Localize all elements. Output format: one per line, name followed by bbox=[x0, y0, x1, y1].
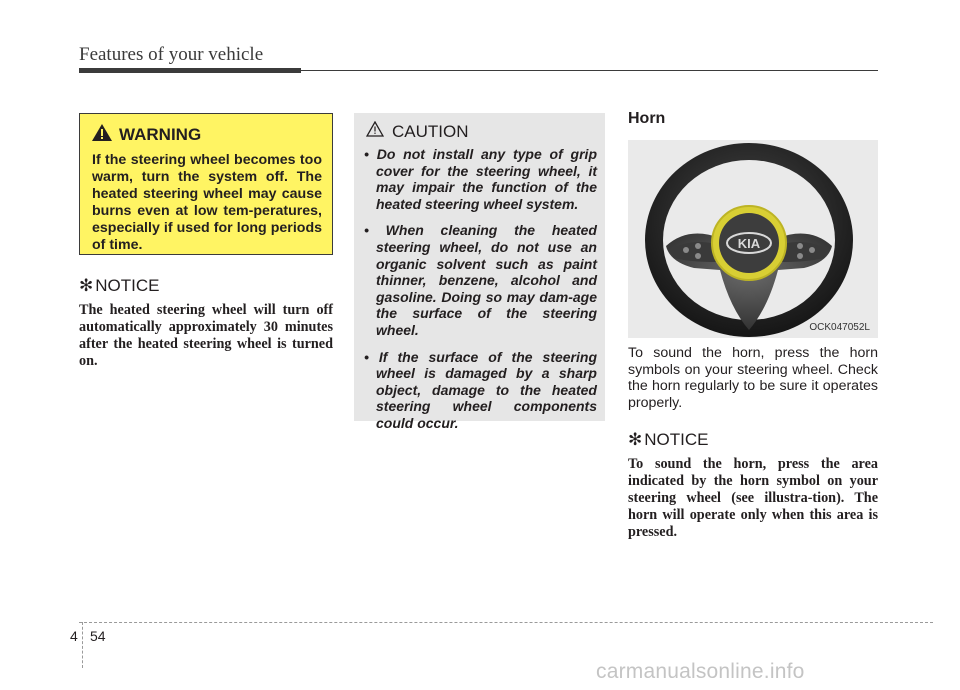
page-header-title: Features of your vehicle bbox=[79, 44, 264, 65]
horn-heading: Horn bbox=[628, 110, 666, 127]
caution-list bbox=[364, 146, 597, 432]
footer-line bbox=[79, 622, 933, 623]
notice-left bbox=[79, 276, 333, 370]
warning-box bbox=[79, 113, 333, 255]
kia-logo: KIA bbox=[737, 236, 761, 251]
notice-right bbox=[628, 430, 878, 541]
figure-code: OCK047052L bbox=[809, 322, 870, 333]
steering-wheel-figure bbox=[628, 140, 878, 338]
warning-text: If the steering wheel becomes too warm, turn the system off. The heated steering wheel may cause burns even at low tem-peratures, especially if used for long periods of time. bbox=[92, 152, 322, 253]
horn-text: To sound the horn, press the horn symbols on your steering wheel. Check the horn regularly to be sure it operates properly. bbox=[628, 345, 878, 411]
notice-right-title: NOTICE bbox=[644, 430, 709, 449]
caution-item: • When cleaning the heated steering wheel, do not use an organic solvent such as paint thinner, benzene, alcohol and gasoline. Doing so may dam-age the surface of the steering wheel. bbox=[364, 222, 597, 338]
page-number: 54 bbox=[90, 628, 106, 644]
header-bar bbox=[79, 68, 301, 73]
footer-divider bbox=[82, 622, 83, 668]
header-line bbox=[301, 70, 878, 71]
notice-right-text: To sound the horn, press the area indicated by the horn symbol on your steering wheel (see illustra-tion). The horn will operate only when this area is pressed. bbox=[628, 456, 878, 540]
notice-left-text: The heated steering wheel will turn off automatically approximately 30 minutes after the heated steering wheel is turned on. bbox=[79, 302, 333, 369]
notice-left-title: NOTICE bbox=[95, 276, 160, 295]
notice-star-icon: ✻ bbox=[79, 276, 94, 295]
caution-item: • If the surface of the steering wheel is damaged by a sharp object, damage to the heated steering wheel components could occur. bbox=[364, 348, 598, 431]
warning-triangle-icon bbox=[92, 124, 112, 146]
caution-triangle-icon bbox=[366, 121, 384, 142]
caution-title: CAUTION bbox=[392, 121, 469, 141]
caution-box bbox=[354, 113, 605, 431]
warning-title: WARNING bbox=[119, 125, 202, 144]
notice-star-icon: ✻ bbox=[628, 430, 643, 449]
caution-item: • Do not install any type of grip cover for the steering wheel, it may impair the function of the heated steering wheel system. bbox=[364, 146, 597, 212]
section-number: 4 bbox=[70, 628, 78, 644]
steering-wheel-illustration bbox=[628, 140, 878, 338]
watermark: carmanualsonline.info bbox=[596, 660, 805, 683]
